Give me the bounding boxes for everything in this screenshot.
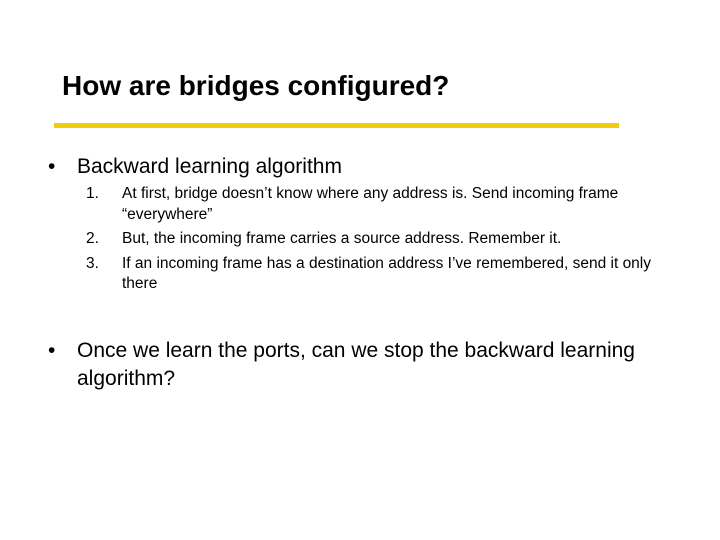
bullet-text: Backward learning algorithm [77,155,342,178]
numbered-list-item [86,184,666,225]
bullet-item [48,337,658,393]
bullet-text: Once we learn the ports, can we stop the backward learning algorithm? [77,339,635,390]
list-number: 1. [86,185,99,202]
list-item-text: If an incoming frame has a destination address I’ve remembered, send it only there [122,254,651,292]
title-underline [54,123,619,128]
bullet-marker: • [48,339,56,362]
bullet-marker: • [48,155,56,178]
list-item-text: At first, bridge doesn’t know where any address is. Send incoming frame “everywhere” [122,185,619,223]
numbered-list-item [86,229,666,250]
list-item-text: But, the incoming frame carries a source address. Remember it. [122,230,562,247]
bullet-item [48,153,658,181]
list-number: 3. [86,254,99,272]
numbered-list-item [86,254,666,295]
list-number: 2. [86,230,99,247]
numbered-list [86,184,666,299]
slide-title: How are bridges configured? [62,70,450,101]
